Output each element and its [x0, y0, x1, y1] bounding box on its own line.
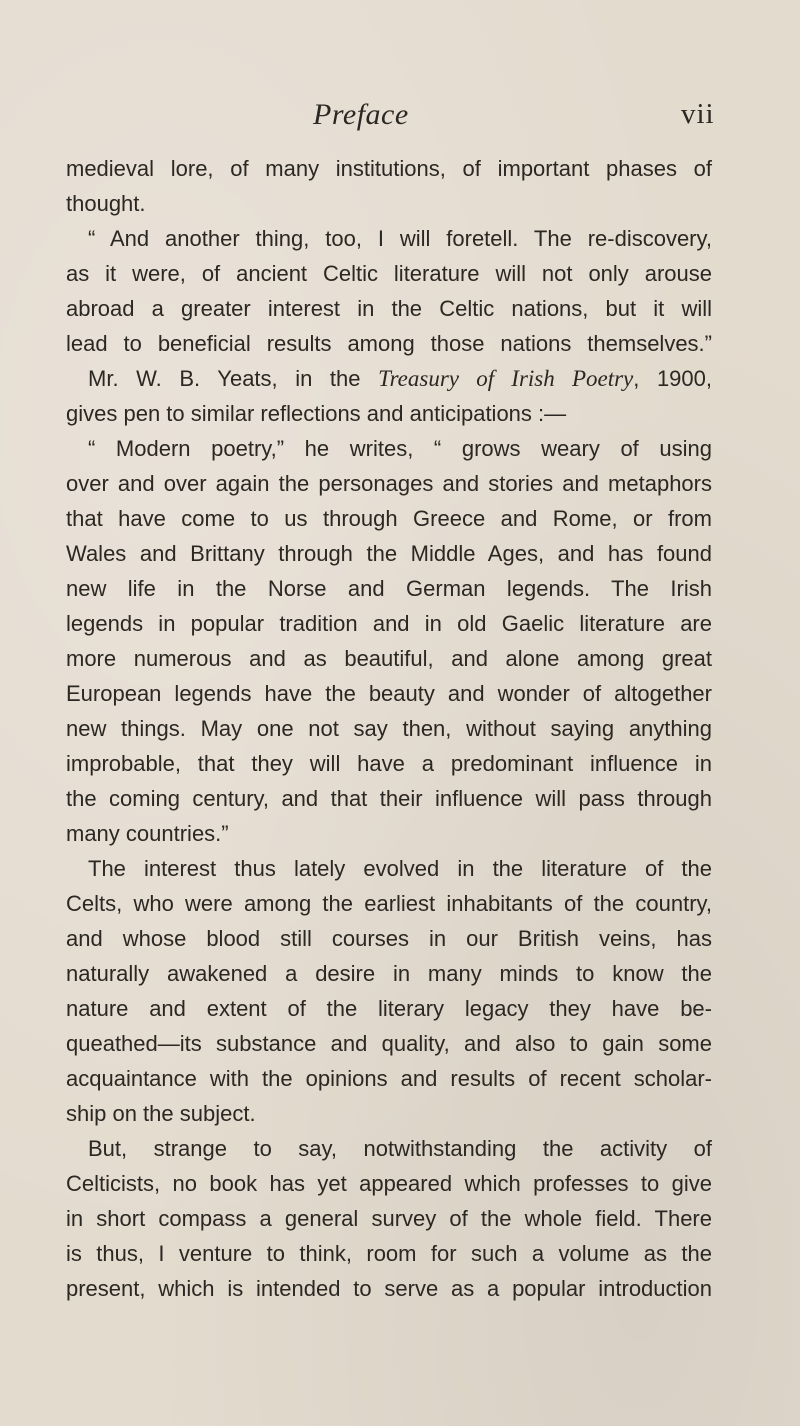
running-head-title: Preface: [313, 98, 409, 131]
text-line: “ Modern poetry,” he writes, “ grows weary of using: [88, 436, 712, 461]
text-line: new things. May one not say then, without saying anything: [66, 716, 712, 741]
text-line: that have come to us through Greece and Rome, or from: [66, 506, 712, 531]
text-line: gives pen to similar reflections and anticipations :—: [66, 401, 567, 426]
text-line: present, which is intended to serve as a popular introduction: [66, 1276, 712, 1301]
text-line: medieval lore, of many institutions, of important phases of: [66, 156, 712, 181]
text-line: thought.: [66, 191, 146, 216]
text-line: the coming century, and that their influence will pass through: [66, 786, 712, 811]
text-line-with-italic-title: [88, 364, 712, 394]
text-line: as it were, of ancient Celtic literature will not only arouse: [66, 261, 712, 286]
text-line: lead to beneficial results among those nations themselves.”: [66, 331, 712, 356]
text-line: nature and extent of the literary legacy they have be-: [66, 996, 712, 1021]
text-line: in short compass a general survey of the whole field. There: [66, 1206, 712, 1231]
text-line: more numerous and as beautiful, and alone among great: [66, 646, 712, 671]
running-head: [0, 98, 800, 138]
text-line: abroad a greater interest in the Celtic nations, but it will: [66, 296, 712, 321]
text-line: acquaintance with the opinions and results of recent scholar-: [66, 1066, 712, 1091]
text-line: Celts, who were among the earliest inhabitants of the country,: [66, 891, 712, 916]
book-title-italic: Treasury of Irish Poetry: [378, 366, 634, 391]
page-number: vii: [681, 98, 715, 130]
text-line: naturally awakened a desire in many minds to know the: [66, 961, 712, 986]
text-line: new life in the Norse and German legends. The Irish: [66, 576, 712, 601]
text-line: But, strange to say, notwithstanding the activity of: [88, 1136, 712, 1161]
text-run: , 1900,: [633, 366, 712, 391]
text-line: and whose blood still courses in our British veins, has: [66, 926, 712, 951]
text-line: European legends have the beauty and wonder of altogether: [66, 681, 712, 706]
text-line: many countries.”: [66, 821, 229, 846]
text-line: ship on the subject.: [66, 1101, 256, 1126]
text-line: improbable, that they will have a predominant influence in: [66, 751, 712, 776]
text-line: over and over again the personages and stories and metaphors: [66, 471, 712, 496]
text-line: The interest thus lately evolved in the literature of the: [88, 856, 712, 881]
text-line: Celticists, no book has yet appeared which professes to give: [66, 1171, 712, 1196]
text-line: queathed—its substance and quality, and also to gain some: [66, 1031, 712, 1056]
text-line: Wales and Brittany through the Middle Ages, and has found: [66, 541, 712, 566]
text-line: is thus, I venture to think, room for such a volume as the: [66, 1241, 712, 1266]
text-run: Mr. W. B. Yeats, in the: [88, 366, 379, 391]
text-line: legends in popular tradition and in old Gaelic literature are: [66, 611, 712, 636]
text-line: “ And another thing, too, I will foretell. The re-discovery,: [88, 226, 712, 251]
